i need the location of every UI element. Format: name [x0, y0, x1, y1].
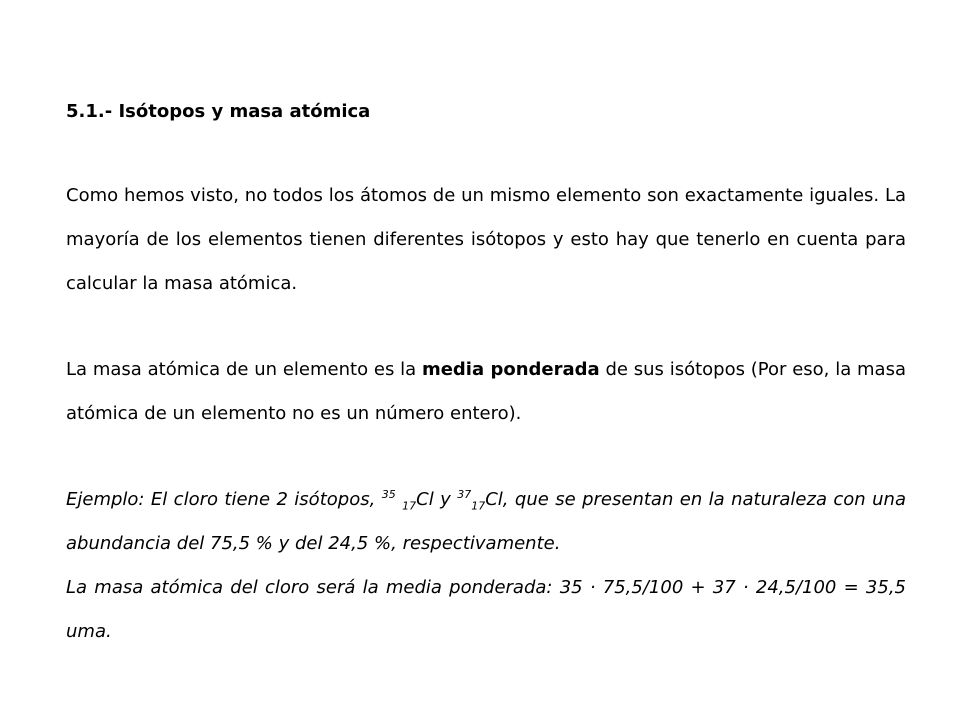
definition-paragraph [66, 348, 906, 436]
slide [66, 0, 906, 720]
isotope1-symbol: Cl [416, 489, 434, 510]
definition-bold-term: media ponderada [421, 359, 600, 380]
definition-text-before: La masa atómica de un elemento es la [66, 359, 422, 380]
example-connector: y [433, 489, 458, 510]
isotope1-atomic-number: 17 [402, 499, 417, 513]
definition-text-after: de sus isótopos (Por eso, la masa atómica de un elemento no es un número entero). [66, 359, 906, 424]
isotope1-mass-number: 35 [381, 488, 396, 501]
example-paragraph [66, 478, 906, 566]
isotope2-symbol: Cl [485, 489, 503, 510]
isotope2-atomic-number: 17 [471, 499, 486, 513]
section-heading: 5.1.- Isótopos y masa atómica [66, 101, 371, 122]
intro-paragraph: Como hemos visto, no todos los átomos de un mismo elemento son exactamente iguales. La mayoría de los elementos tienen diferentes isótopos y esto hay que tenerlo en cuenta para calcular la masa atómica. [66, 185, 906, 294]
example-intro: Ejemplo: El cloro tiene 2 isótopos, [66, 489, 382, 510]
calculation-paragraph: La masa atómica del cloro será la media ponderada: 35 · 75,5/100 + 37 · 24,5/100 = 35,5 uma. [66, 577, 906, 642]
isotope2-mass-number: 37 [457, 488, 472, 501]
example-rest: , que se presentan en la naturaleza con una abundancia del 75,5 % y del 24,5 %, respectivamente. [66, 489, 906, 554]
